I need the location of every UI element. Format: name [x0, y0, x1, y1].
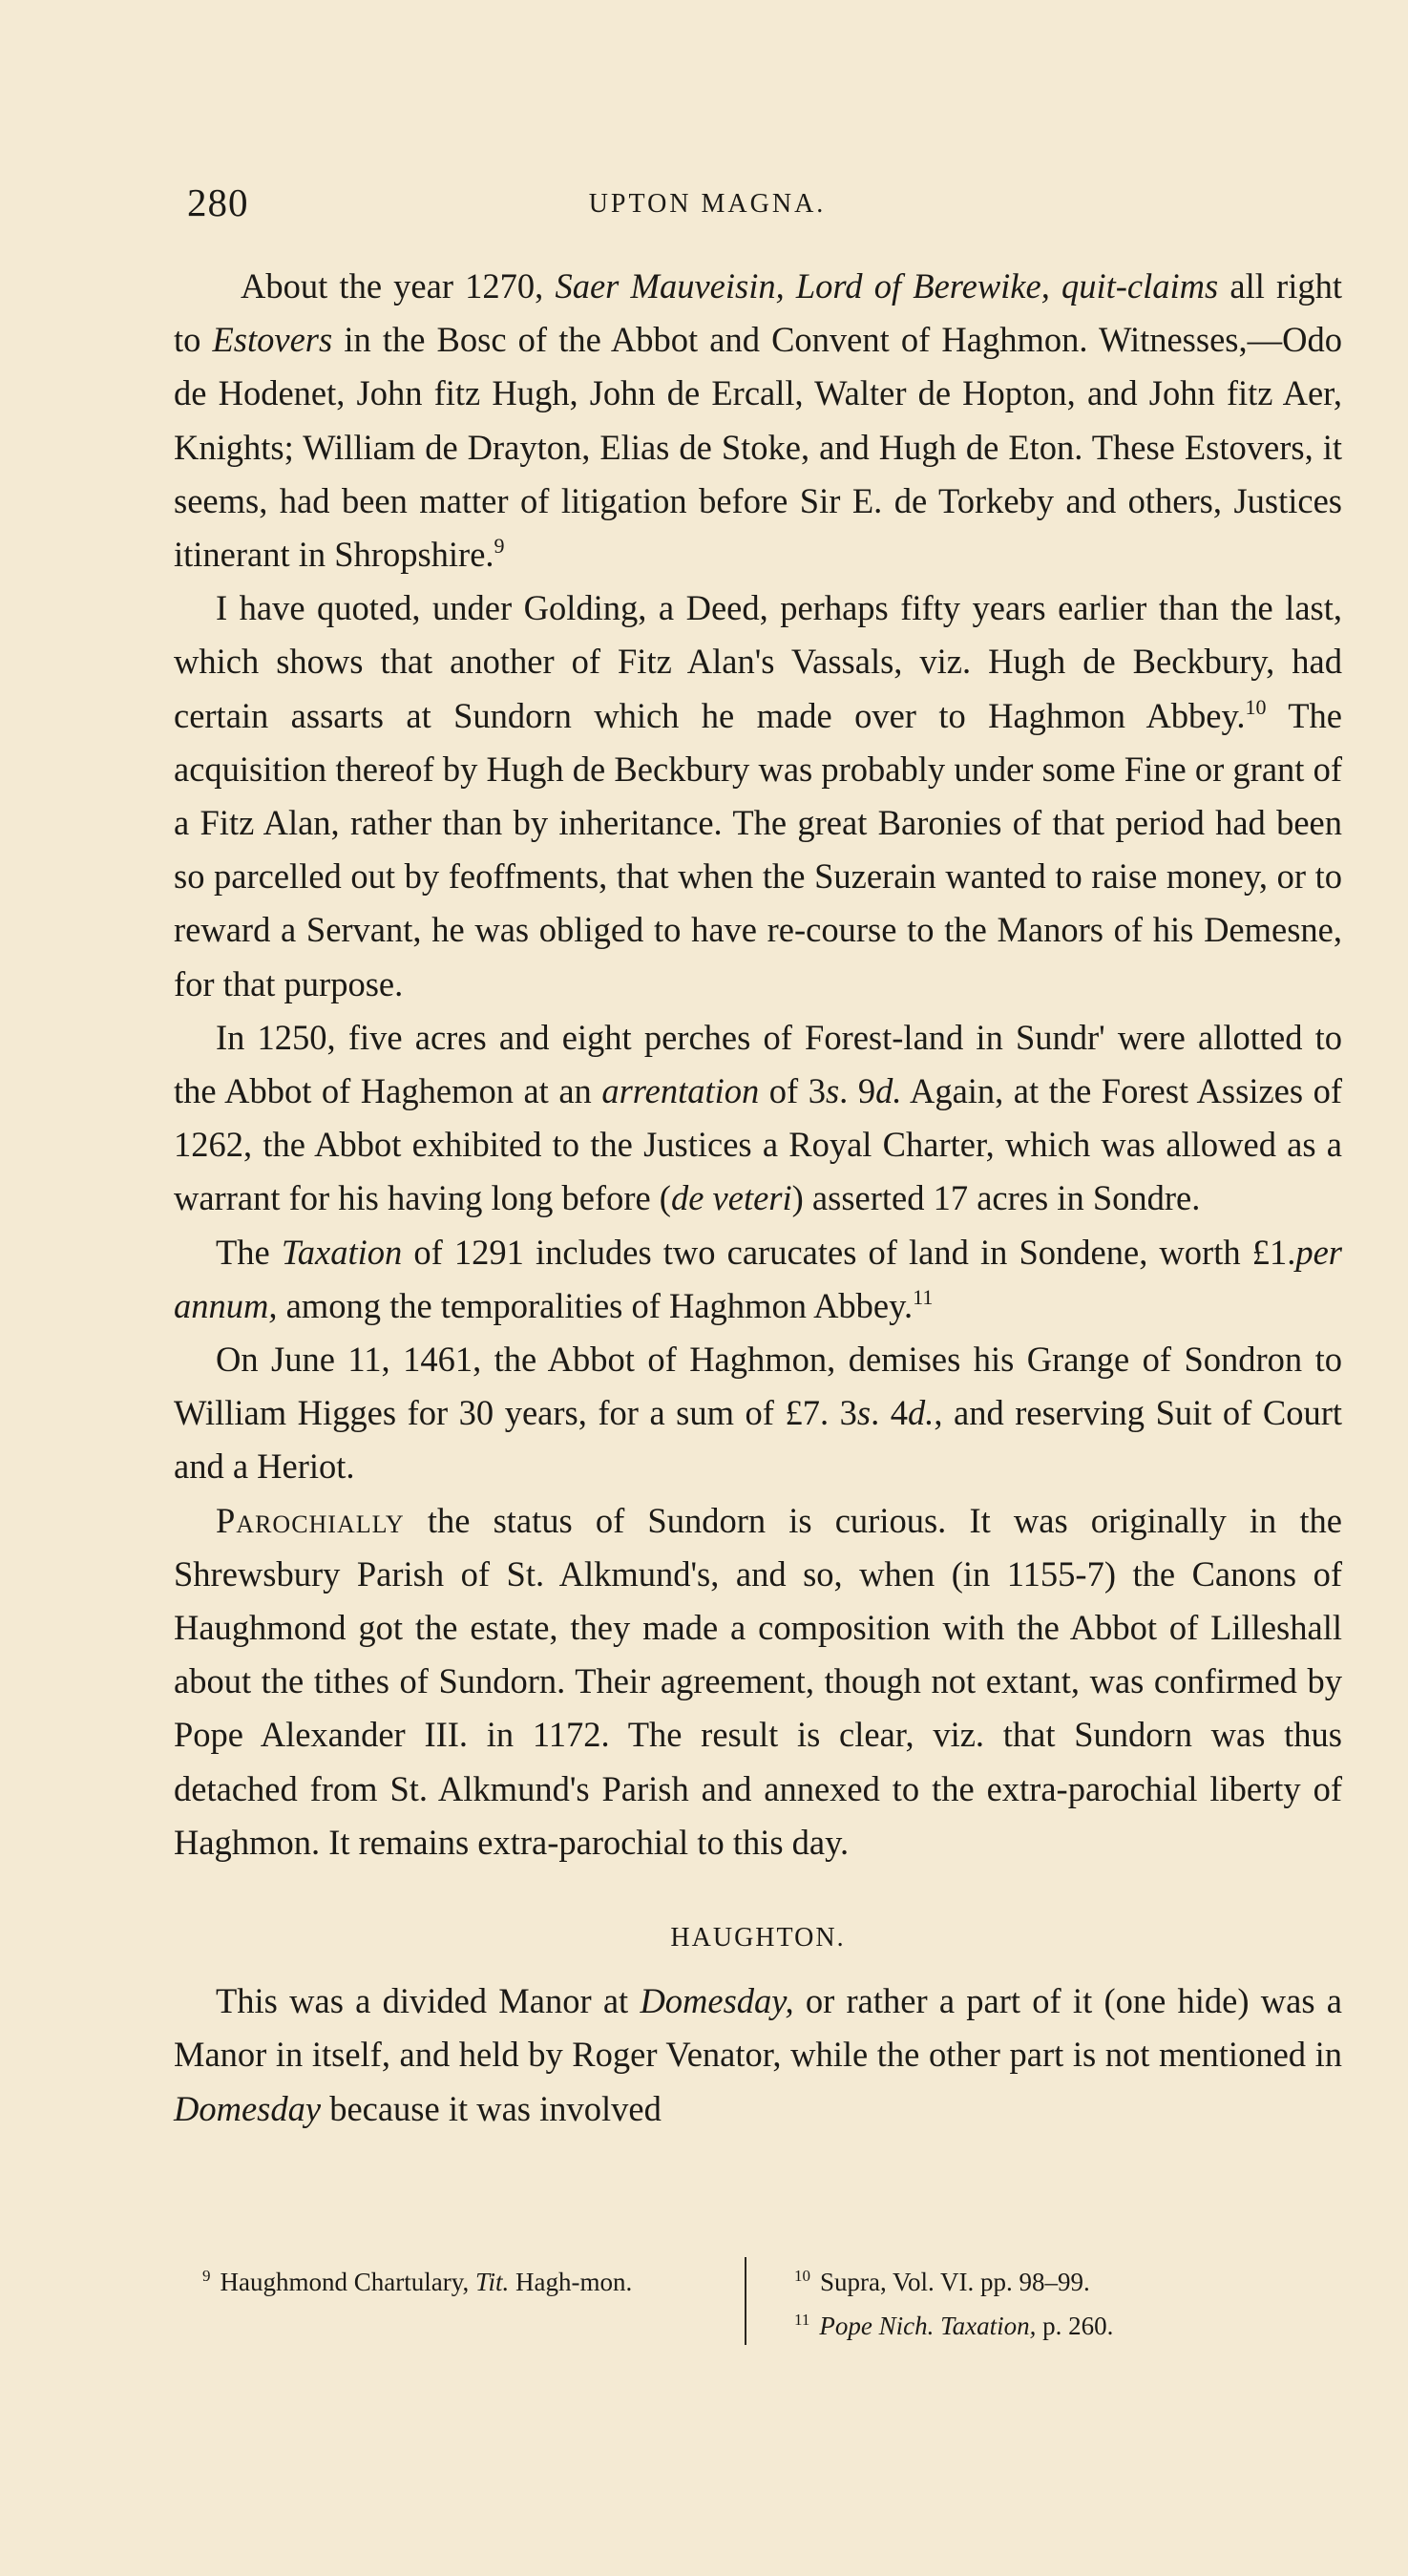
paragraph [174, 1494, 1342, 1869]
italic-text: de veteri [670, 1178, 792, 1218]
footnote [202, 2257, 729, 2301]
text-run: Again, at the Forest Assizes of 1262, the Abbot exhibited to the Justices a Royal Charter, which was allowed as a warrant for his having long before ( [174, 1071, 1342, 1218]
italic-text: s [825, 1071, 840, 1111]
footnote-number: 9 [202, 2267, 211, 2285]
footnotes [202, 2257, 1271, 2345]
footnote [794, 2301, 1113, 2345]
paragraph [174, 1011, 1342, 1226]
text-run: ) asserted 17 acres in Sondre. [791, 1178, 1201, 1218]
italic-text: Pope Nich. Taxation, [819, 2312, 1037, 2340]
footnotes-left-column [202, 2257, 746, 2345]
footnote-ref: 11 [913, 1284, 934, 1309]
text-run: of 1291 includes two carucates of land in Sondene, worth £1. [402, 1232, 1296, 1272]
text-run: . 4 [871, 1393, 908, 1433]
text-run: the status of Sundorn is curious. It was originally in the Shrewsbury Parish of St. Alkmund's, and so, when (in 1155-7) the Canons of Haughmond got the estate, they made a composition with the Abbot of Lilleshall about the tithes of Sundorn. Their agreement, though not extant, was confirmed by Pope Alexander III. in 1172. The result is clear, viz. that Sundorn was thus detached from St. Alkmund's Parish and annexed to the extra-parochial liberty of Haghmon. It remains extra-parochial to this day. [174, 1500, 1342, 1862]
text-run: On June 11, 1461, the Abbot of Haghmon, demises his Grange of Sondron to William Higges for 30 years, for a sum of £7. 3 [174, 1340, 1342, 1433]
italic-text: Tit. [474, 2268, 510, 2296]
text-run: Hagh-mon. [509, 2268, 633, 2296]
italic-text: Estovers [212, 320, 333, 360]
text-run: because it was involved [321, 2088, 662, 2128]
footnotes-right-column [746, 2257, 1113, 2345]
smallcaps-text: Parochially [216, 1500, 405, 1540]
text-run: all right to [174, 266, 1342, 360]
text-run: This was a divided Manor at [216, 1981, 641, 2021]
text-run: The [216, 1232, 282, 1272]
italic-text: Domesday, [640, 1981, 794, 2021]
page-header [187, 179, 1228, 227]
running-head: UPTON MAGNA. [588, 189, 827, 219]
footnote-number: 11 [794, 2311, 810, 2329]
text-run: , and reserving Suit of Court and a Heriot. [174, 1393, 1343, 1487]
footnote [794, 2257, 1113, 2301]
italic-text: Taxation [281, 1232, 403, 1272]
footnote-ref: 9 [494, 534, 505, 559]
paragraph [174, 1974, 1342, 2136]
italic-text: Domesday [174, 2088, 322, 2128]
italic-text: d. [875, 1071, 902, 1111]
paragraph [174, 1226, 1342, 1333]
paragraph [174, 581, 1342, 1011]
page-number: 280 [187, 180, 249, 224]
paragraph [174, 260, 1342, 581]
text-run: Haughmond Chartulary, [220, 2268, 475, 2296]
text-run: p. 260. [1036, 2312, 1114, 2340]
text-run: About the year 1270, [241, 266, 556, 306]
section-heading: HAUGHTON. [670, 1923, 846, 1953]
text-run: . 9 [839, 1071, 876, 1111]
footnote-ref: 10 [1245, 694, 1267, 719]
text-run: or rather a part of it (one hide) was a Manor in itself, and held by Roger Venator, while the other part is not mentioned in [174, 1981, 1342, 2075]
text-run: The acquisition thereof by Hugh de Beckbury was probably under some Fine or grant of a Fitz Alan, rather than by inheritance. The great Baronies of that period had been so parcelled out by feoffments, that when the Suzerain wanted to raise money, or to reward a Servant, he was obliged to have re-course to the Manors of his Demesne, for that purpose. [174, 695, 1342, 1003]
text-run: I have quoted, under Golding, a Deed, perhaps fifty years earlier than the last, which shows that another of Fitz Alan's Vassals, viz. Hugh de Beckbury, had certain assarts at Sundorn which he made over to Haghmon Abbey. [174, 588, 1342, 735]
text-run: among the temporalities of Haghmon Abbey. [277, 1285, 914, 1325]
italic-text: d. [908, 1393, 935, 1433]
body-text [174, 260, 1342, 2136]
italic-text: arrentation [601, 1071, 760, 1111]
italic-text: per annum, [174, 1232, 1342, 1325]
text-run: of 3 [759, 1071, 826, 1111]
italic-text: s [856, 1393, 872, 1433]
italic-text: Saer Mauveisin, Lord of Berewike, quit-claims [555, 266, 1219, 306]
text-run: in the Bosc of the Abbot and Convent of Haghmon. Witnesses,—Odo de Hodenet, John fitz Hugh, John de Ercall, Walter de Hopton, and John fitz Aer, Knights; William de Drayton, Elias de Stoke, and Hugh de Eton. These Estovers, it seems, had been matter of litigation before Sir E. de Torkeby and others, Justices itinerant in Shropshire. [174, 320, 1342, 575]
paragraph [174, 1333, 1342, 1494]
text-run: Supra, Vol. VI. pp. 98–99. [820, 2268, 1090, 2296]
footnote-number: 10 [794, 2267, 810, 2285]
text-run: In 1250, five acres and eight perches of Forest-land in Sundr' were allotted to the Abbot of Haghemon at an [174, 1017, 1342, 1111]
